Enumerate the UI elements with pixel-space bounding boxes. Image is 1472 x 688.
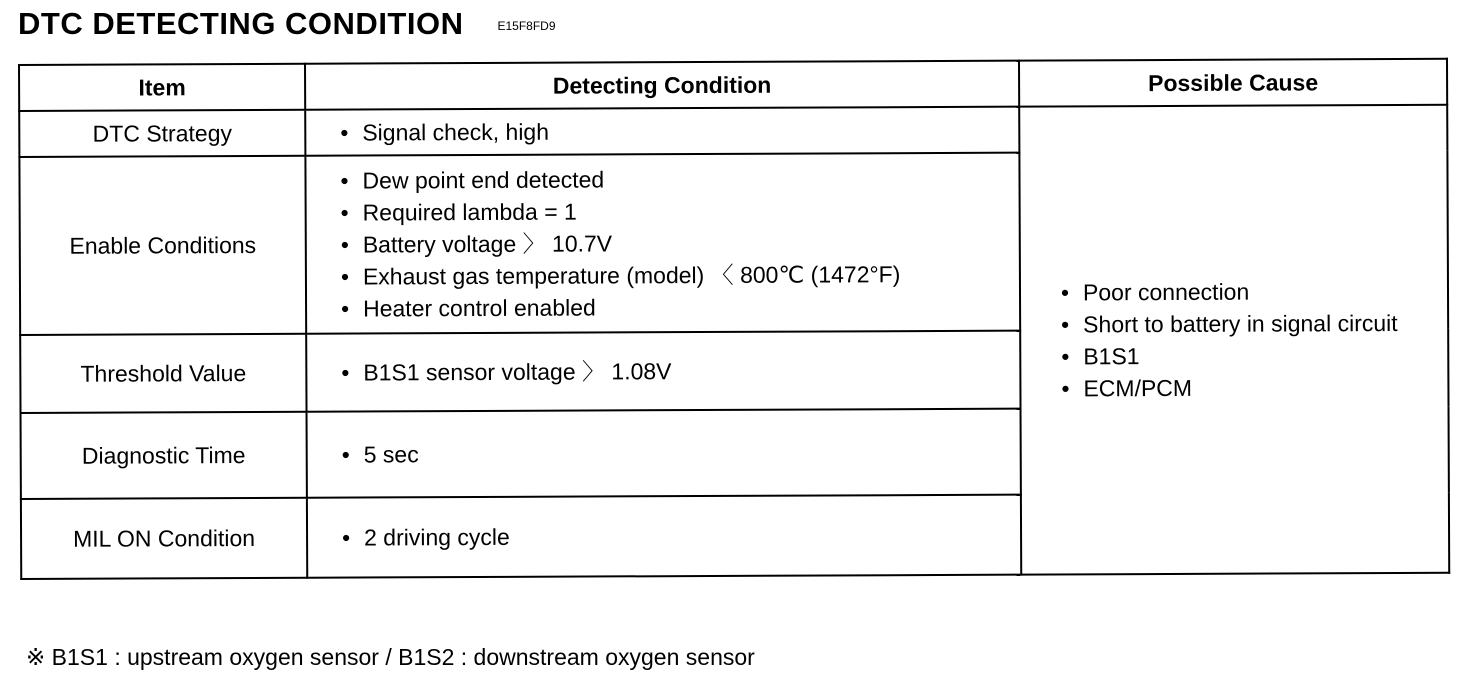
column-header-item: Item <box>19 64 305 111</box>
page-title: DTC DETECTING CONDITION <box>18 6 464 41</box>
condition-item: • Battery voltage 〉 10.7V <box>341 226 1019 261</box>
condition-list <box>340 162 1019 325</box>
condition-list <box>340 114 1018 149</box>
item-cell <box>21 498 307 579</box>
item-label: MIL ON Condition <box>73 524 256 552</box>
condition-list <box>342 436 1020 471</box>
cause-item: • B1S1 <box>1061 339 1447 373</box>
condition-cell <box>307 409 1021 498</box>
condition-item: • Signal check, high <box>340 114 1018 149</box>
condition-cell <box>305 153 1020 334</box>
table-header-row <box>19 59 1447 111</box>
cause-item: • ECM/PCM <box>1061 371 1447 405</box>
condition-item: • Dew point end detected <box>340 162 1018 197</box>
condition-cell <box>307 495 1021 578</box>
item-label: DTC Strategy <box>92 120 233 147</box>
cause-item: • Short to battery in signal circuit <box>1061 307 1447 341</box>
column-header-possible-cause: Possible Cause <box>1019 59 1447 107</box>
cause-item: • Poor connection <box>1061 275 1447 309</box>
condition-item: • Exhaust gas temperature (model) 〈 800℃ (1472°F) <box>341 258 1019 293</box>
dtc-condition-table <box>18 58 1450 580</box>
table-row-dtc-strategy <box>19 105 1447 157</box>
condition-cell <box>305 107 1019 156</box>
condition-item: • B1S1 sensor voltage 〉 1.08V <box>341 354 1019 389</box>
title-row <box>18 6 556 42</box>
item-label: Diagnostic Time <box>81 442 246 469</box>
item-cell <box>21 412 307 499</box>
condition-item: • 2 driving cycle <box>342 519 1020 554</box>
column-header-detecting-condition: Detecting Condition <box>305 61 1019 110</box>
item-label: Threshold Value <box>80 360 247 387</box>
possible-cause-list <box>1061 275 1448 405</box>
item-label: Enable Conditions <box>69 231 257 259</box>
condition-cell <box>306 331 1020 412</box>
condition-item: • Heater control enabled <box>341 290 1019 325</box>
item-cell <box>19 156 306 335</box>
possible-cause-cell <box>1019 105 1449 575</box>
document-code: E15F8FD9 <box>497 19 556 33</box>
condition-item: • Required lambda = 1 <box>341 194 1019 229</box>
item-cell <box>19 110 305 157</box>
condition-list <box>342 519 1020 554</box>
footnote: ※ B1S1 : upstream oxygen sensor / B1S2 : downstream oxygen sensor <box>26 644 755 670</box>
condition-item: • 5 sec <box>342 436 1020 471</box>
condition-list <box>341 354 1019 389</box>
item-cell <box>20 334 306 413</box>
